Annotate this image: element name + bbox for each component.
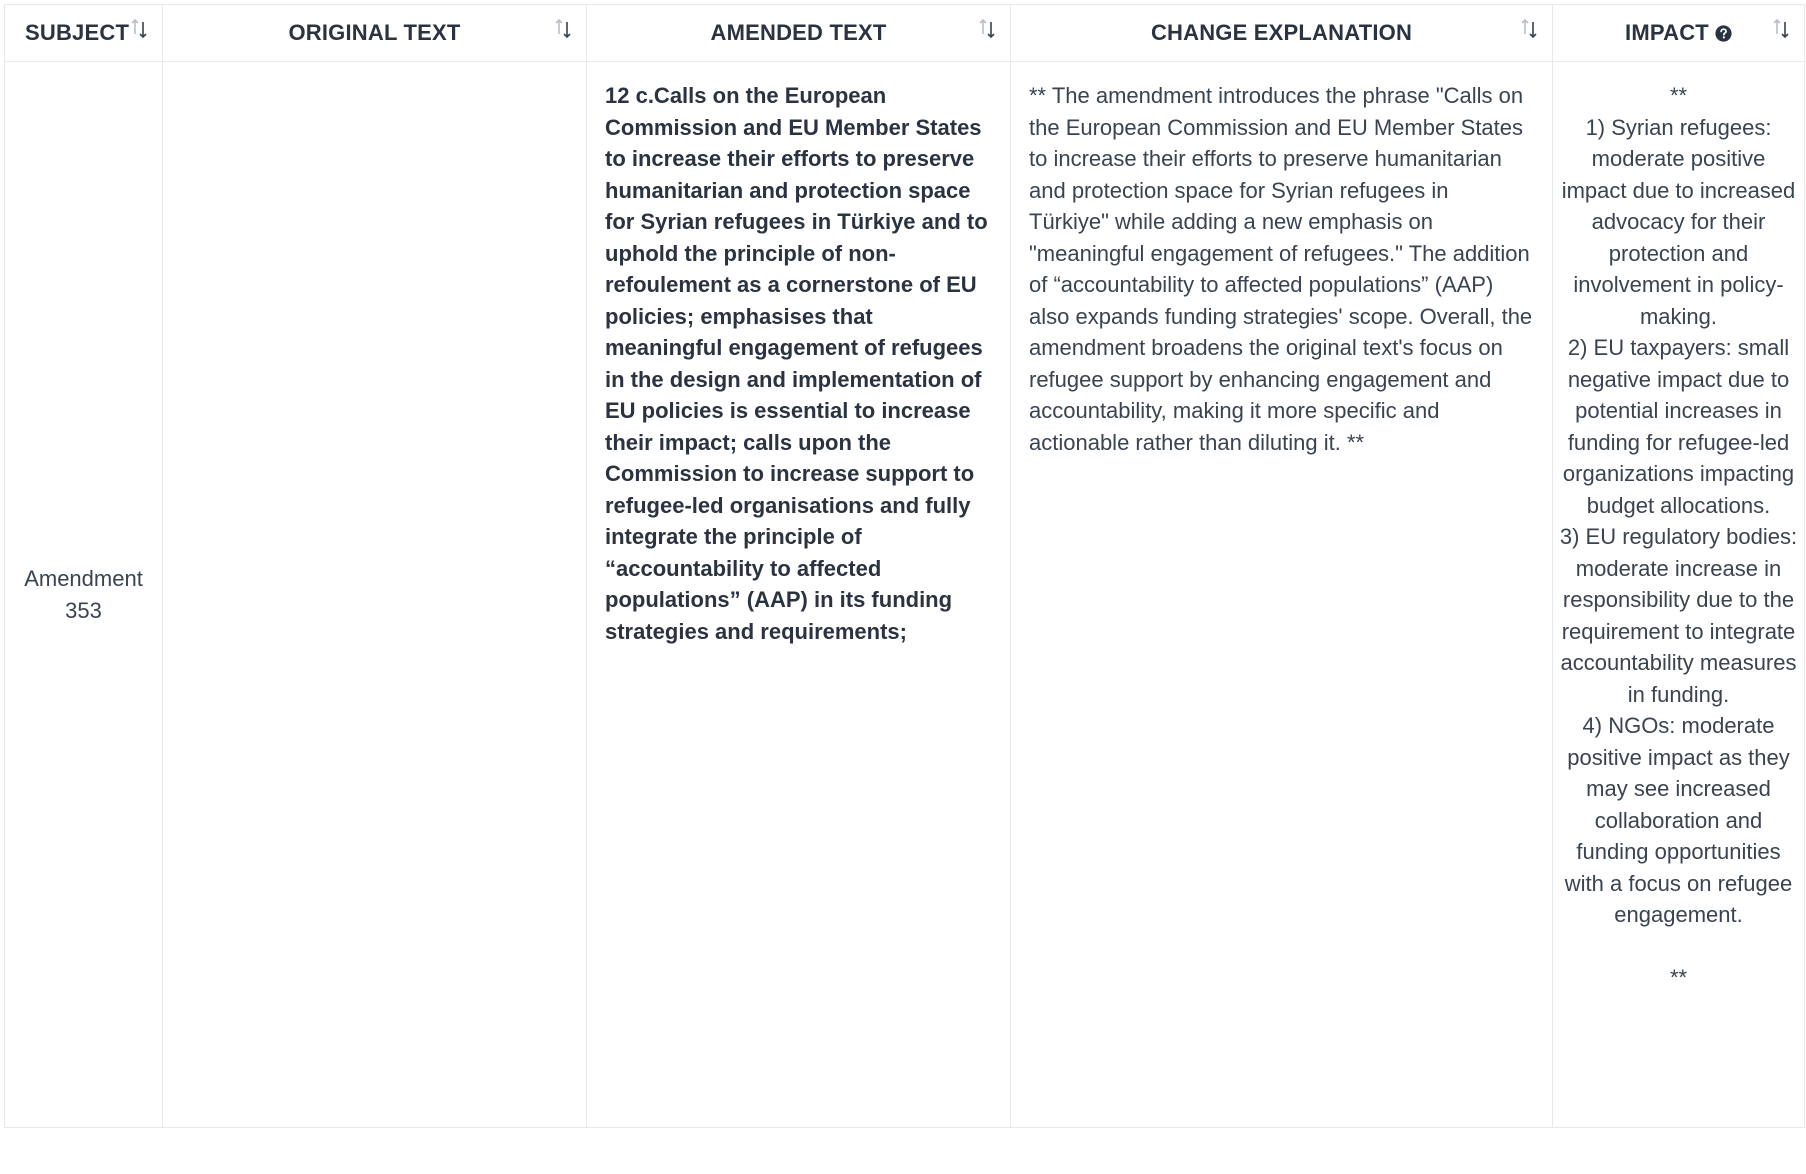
- sort-arrows-icon[interactable]: [552, 17, 574, 41]
- impact-item: 2) EU taxpayers: small negative impact due to potential increases in funding for refugee-led organizations impacting budget allocations.: [1562, 335, 1795, 518]
- change-explanation-cell: ** The amendment introduces the phrase "Calls on the European Commission and EU Member States to increase their efforts to preserve humanitarian and protection space for Syrian refugees in Türkiye" while adding a new emphasis on "meaningful engagement of refugees." The addition of “accountability to affected populations” (AAP) also expands funding strategies' scope. Overall, the amendment broadens the original text's focus on refugee support by enhancing engagement and accountability, making it more specific and actionable rather than diluting it. **: [1011, 62, 1553, 1128]
- column-header-label: IMPACT: [1625, 20, 1709, 45]
- sort-arrows-icon[interactable]: [1518, 17, 1540, 41]
- column-header-label: ORIGINAL TEXT: [288, 20, 461, 45]
- column-header-label: SUBJECT: [25, 20, 130, 45]
- sort-arrows-icon[interactable]: [1770, 17, 1792, 41]
- subject-cell: Amendment 353: [5, 62, 163, 1128]
- impact-item: 4) NGOs: moderate positive impact as they may see increased collaboration and funding opportunities with a focus on refugee engagement.: [1564, 713, 1793, 927]
- column-header-impact[interactable]: [1553, 5, 1805, 62]
- question-circle-icon[interactable]: [1715, 25, 1732, 42]
- impact-item: 1) Syrian refugees: moderate positive impact due to increased advocacy for their protection and involvement in policy-making.: [1561, 114, 1796, 329]
- amended-text-cell: 12 c.Calls on the European Commission and EU Member States to increase their efforts to preserve humanitarian and protection space for Syrian refugees in Türkiye and to uphold the principle of non-refoulement as a cornerstone of EU policies; emphasises that meaningful engagement of refugees in the design and implementation of EU policies is essential to increase their impact; calls upon the Commission to increase support to refugee-led organisations and fully integrate the principle of “accountability to affected populations” (AAP) in its funding strategies and requirements;: [587, 62, 1011, 1128]
- impact-cell: [1553, 62, 1805, 1128]
- column-header-change-explanation[interactable]: [1011, 5, 1553, 62]
- impact-close-marker: **: [1669, 965, 1688, 990]
- impact-spacer: [1559, 931, 1798, 963]
- column-header-original-text[interactable]: [163, 5, 587, 62]
- amendments-table-container: [4, 4, 1804, 1128]
- table-header-row: [5, 5, 1805, 62]
- sort-arrows-icon[interactable]: [976, 17, 998, 41]
- table-row: [5, 62, 1805, 1128]
- amendments-table: [4, 4, 1805, 1128]
- original-text-cell: [163, 62, 587, 1128]
- impact-open-marker: **: [1669, 83, 1688, 108]
- column-header-label: AMENDED TEXT: [710, 20, 887, 45]
- column-header-amended-text[interactable]: [587, 5, 1011, 62]
- impact-item: 3) EU regulatory bodies: moderate increase in responsibility due to the requirement to integrate accountability measures in funding.: [1559, 524, 1798, 707]
- sort-arrows-icon[interactable]: [128, 17, 150, 41]
- column-header-label: CHANGE EXPLANATION: [1150, 20, 1413, 45]
- column-header-subject[interactable]: [5, 5, 163, 62]
